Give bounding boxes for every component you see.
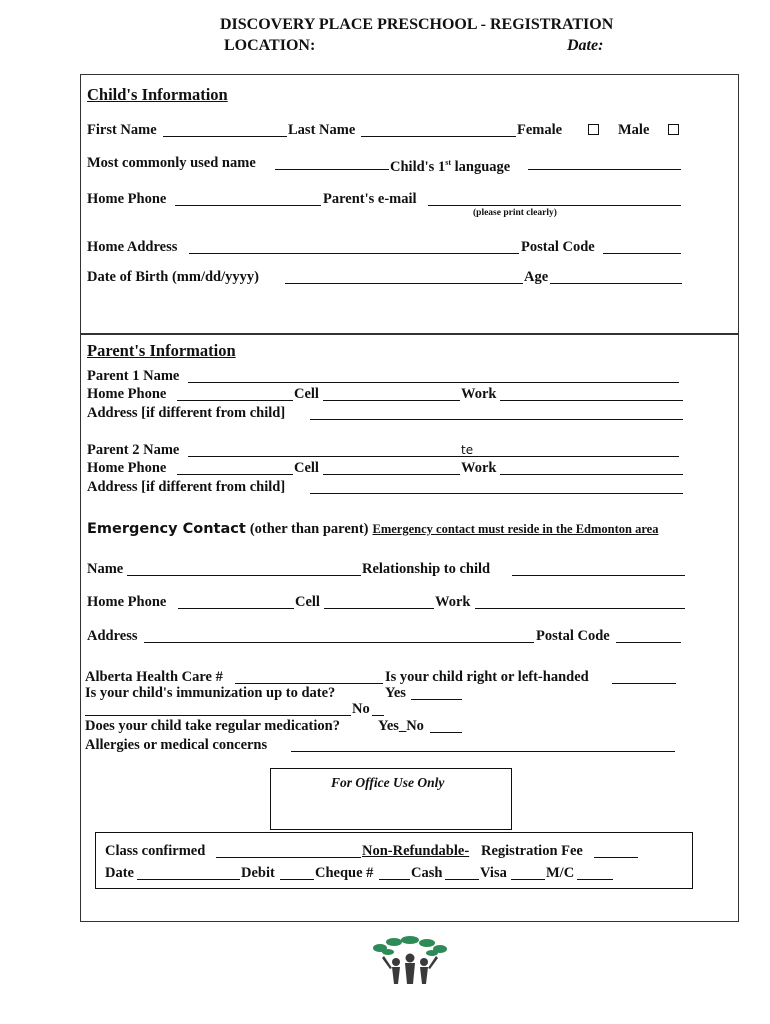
office-use-title: For Office Use Only — [331, 775, 445, 790]
parent2-home-phone-label: Home Phone — [87, 460, 167, 476]
first-language-field[interactable] — [528, 169, 681, 170]
parent1-work-label: Work — [461, 386, 497, 402]
age-field[interactable] — [550, 283, 682, 284]
emergency-postal-label: Postal Code — [536, 628, 610, 644]
home-address-label: Home Address — [87, 239, 178, 255]
office-payment-box — [95, 832, 693, 889]
medication-field[interactable] — [430, 732, 462, 733]
emergency-cell-field[interactable] — [324, 608, 434, 609]
office-date-label: Date — [105, 865, 134, 881]
age-label: Age — [524, 269, 549, 285]
allergies-label: Allergies or medical concerns — [85, 737, 268, 753]
emergency-cell-label: Cell — [295, 594, 320, 610]
mc-field[interactable] — [577, 879, 613, 880]
parent1-cell-label: Cell — [294, 386, 319, 402]
parent2-cell-label: Cell — [294, 460, 319, 476]
mc-label: M/C — [546, 865, 575, 881]
dob-field[interactable] — [285, 283, 523, 284]
first-language-label: Child's 1st language — [390, 158, 511, 175]
parent1-home-phone-label: Home Phone — [87, 386, 167, 402]
parent2-address-label: Address [if different from child] — [87, 479, 286, 495]
emergency-name-label: Name — [87, 561, 124, 577]
location-label: LOCATION: — [224, 37, 316, 54]
emergency-address-label: Address — [87, 628, 138, 644]
immunization-yes-label: Yes — [385, 685, 406, 701]
cash-field[interactable] — [445, 879, 479, 880]
last-name-label: Last Name — [288, 122, 356, 138]
postal-code-label: Postal Code — [521, 239, 595, 255]
cheque-field[interactable] — [379, 879, 410, 880]
emergency-home-phone-label: Home Phone — [87, 594, 167, 610]
handed-label: Is your child right or left-handed — [385, 669, 589, 685]
emergency-postal-field[interactable] — [616, 642, 681, 643]
common-name-label: Most commonly used name — [87, 155, 256, 171]
parent2-name-field[interactable] — [188, 456, 679, 457]
parent-email-field[interactable] — [428, 205, 681, 206]
dob-label: Date of Birth (mm/dd/yyyy) — [87, 269, 259, 285]
immunization-yes-field[interactable] — [411, 699, 462, 700]
debit-field[interactable] — [280, 879, 314, 880]
parent-section-title: Parent's Information — [87, 341, 236, 360]
date-label: Date: — [567, 37, 604, 54]
parent-email-label: Parent's e-mail — [323, 191, 417, 207]
parent1-address-label: Address [if different from child] — [87, 405, 286, 421]
tree-family-logo-icon — [370, 936, 450, 986]
immunization-label: Is your child's immunization up to date? — [85, 685, 336, 701]
cash-label: Cash — [411, 865, 443, 881]
emergency-work-label: Work — [435, 594, 471, 610]
emergency-heading: Emergency Contact (other than parent) Emergency contact must reside in the Edmonton area — [87, 521, 659, 537]
cheque-label: Cheque # — [315, 865, 374, 881]
health-care-label: Alberta Health Care # — [85, 669, 223, 685]
debit-label: Debit — [241, 865, 275, 881]
last-name-field[interactable] — [361, 136, 516, 137]
allergies-field[interactable] — [291, 751, 675, 752]
emergency-home-phone-field[interactable] — [178, 608, 294, 609]
class-confirmed-label: Class confirmed — [105, 843, 206, 859]
first-name-field[interactable] — [163, 136, 287, 137]
health-care-field[interactable] — [235, 683, 383, 684]
parent2-work-label: Work — [461, 460, 497, 476]
checkbox-icon — [668, 124, 679, 135]
immunization-no-field[interactable] — [372, 715, 384, 716]
registration-fee-field[interactable] — [594, 857, 638, 858]
office-date-field[interactable] — [137, 879, 240, 880]
common-name-field[interactable] — [275, 169, 389, 170]
parent1-cell-field[interactable] — [323, 400, 460, 401]
stray-text: te — [461, 443, 474, 457]
home-phone-label: Home Phone — [87, 191, 167, 207]
parent2-home-phone-field[interactable] — [177, 474, 293, 475]
non-refundable-label: Non-Refundable- — [362, 843, 470, 859]
class-confirmed-field[interactable] — [216, 857, 361, 858]
immunization-detail-field[interactable] — [85, 715, 351, 716]
parent2-name-label: Parent 2 Name — [87, 442, 180, 458]
parent1-work-field[interactable] — [500, 400, 683, 401]
immunization-no-label: No — [352, 701, 370, 717]
emergency-address-field[interactable] — [144, 642, 534, 643]
emergency-name-field[interactable] — [127, 575, 361, 576]
parent1-name-label: Parent 1 Name — [87, 368, 180, 384]
checkbox-icon — [588, 124, 599, 135]
relationship-field[interactable] — [512, 575, 685, 576]
parent2-address-field[interactable] — [310, 493, 683, 494]
parent1-name-field[interactable] — [188, 382, 679, 383]
postal-code-field[interactable] — [603, 253, 681, 254]
home-address-field[interactable] — [189, 253, 519, 254]
visa-field[interactable] — [511, 879, 545, 880]
registration-fee-label: Registration Fee — [481, 843, 583, 859]
emergency-work-field[interactable] — [475, 608, 685, 609]
visa-label: Visa — [480, 865, 507, 881]
parent1-address-field[interactable] — [310, 419, 683, 420]
parent2-work-field[interactable] — [500, 474, 683, 475]
print-clearly-note: (please print clearly) — [473, 208, 557, 218]
male-label: Male — [618, 122, 650, 138]
medication-label: Does your child take regular medication? — [85, 718, 340, 734]
handed-field[interactable] — [612, 683, 676, 684]
female-checkbox[interactable] — [588, 121, 599, 139]
form-title: DISCOVERY PLACE PRESCHOOL - REGISTRATION — [220, 16, 614, 33]
parent2-cell-field[interactable] — [323, 474, 460, 475]
parent1-home-phone-field[interactable] — [177, 400, 293, 401]
relationship-label: Relationship to child — [362, 561, 491, 577]
medication-yes-no-label: Yes_No — [378, 718, 424, 734]
male-checkbox[interactable] — [668, 121, 679, 139]
child-section-title: Child's Information — [87, 85, 228, 104]
home-phone-field[interactable] — [175, 205, 321, 206]
female-label: Female — [517, 122, 563, 138]
first-name-label: First Name — [87, 122, 157, 138]
